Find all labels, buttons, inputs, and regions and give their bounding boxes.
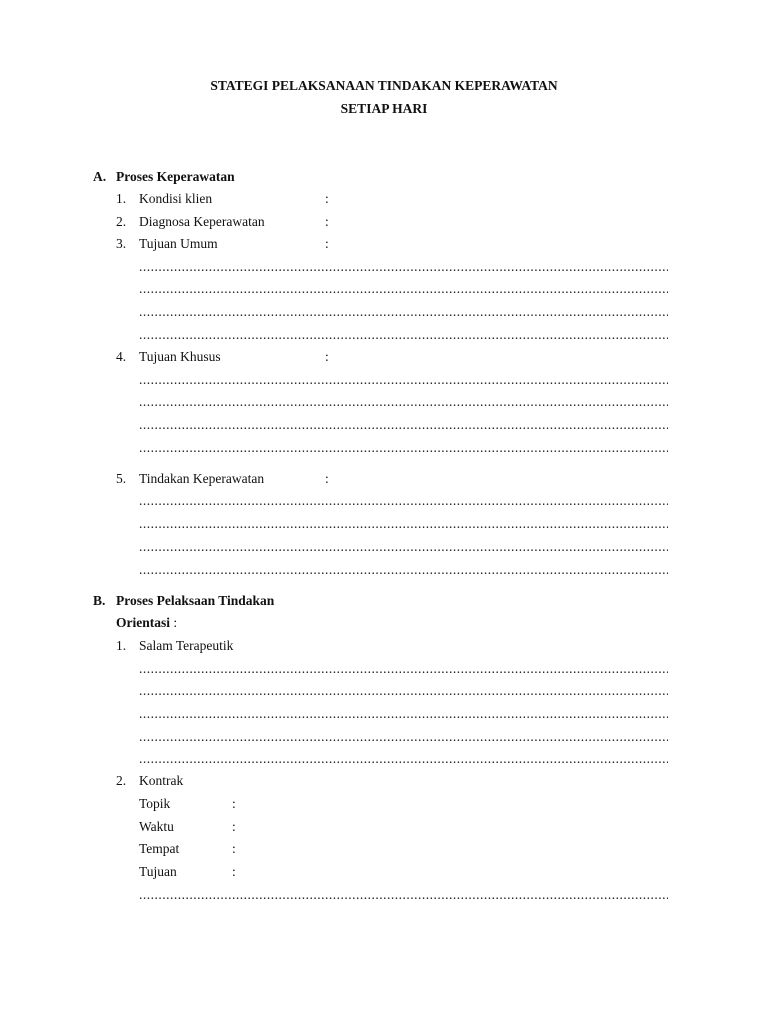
fill-line-tindakan-3[interactable] bbox=[139, 539, 668, 555]
section-a-letter: A. bbox=[93, 169, 107, 184]
item-a1-label: Kondisi klien bbox=[139, 191, 213, 206]
fill-line-tindakan-1[interactable] bbox=[139, 493, 668, 509]
section-b-heading: Proses Pelaksaan Tindakan bbox=[116, 593, 275, 608]
item-a2-number: 2. bbox=[116, 214, 127, 229]
item-a1-colon: : bbox=[325, 191, 329, 206]
orientasi-label: Orientasi bbox=[116, 615, 170, 630]
fill-line-salam-1[interactable] bbox=[139, 661, 668, 677]
fill-line-tujuan-umum-1[interactable] bbox=[139, 259, 668, 275]
orientasi-heading bbox=[116, 615, 177, 631]
fill-line-salam-3[interactable] bbox=[139, 706, 668, 722]
orientasi-colon: : bbox=[170, 615, 178, 630]
kontrak-topik-colon: : bbox=[232, 796, 236, 811]
item-a4-label: Tujuan Khusus bbox=[139, 349, 221, 364]
fill-line-tujuan-khusus-2[interactable] bbox=[139, 394, 668, 410]
item-b2-label: Kontrak bbox=[139, 773, 184, 788]
item-a3-label: Tujuan Umum bbox=[139, 236, 218, 251]
fill-line-tujuan-umum-4[interactable] bbox=[139, 327, 668, 343]
fill-line-tujuan-khusus-4[interactable] bbox=[139, 440, 668, 456]
fill-line-tindakan-2[interactable] bbox=[139, 516, 668, 532]
item-a2-label: Diagnosa Keperawatan bbox=[139, 214, 265, 229]
kontrak-tujuan-label: Tujuan bbox=[139, 864, 177, 879]
fill-line-salam-5[interactable] bbox=[139, 751, 668, 767]
item-b1-label: Salam Terapeutik bbox=[139, 638, 234, 653]
item-a4-colon: : bbox=[325, 349, 329, 364]
fill-line-tujuan-umum-3[interactable] bbox=[139, 304, 668, 320]
item-a4-number: 4. bbox=[116, 349, 127, 364]
item-b1-number: 1. bbox=[116, 638, 127, 653]
kontrak-topik-label: Topik bbox=[139, 796, 171, 811]
kontrak-tempat-colon: : bbox=[232, 841, 236, 856]
item-a2-colon: : bbox=[325, 214, 329, 229]
document-subtitle: SETIAP HARI bbox=[340, 101, 428, 116]
item-a5-label: Tindakan Keperawatan bbox=[139, 471, 265, 486]
item-a3-number: 3. bbox=[116, 236, 127, 251]
fill-line-salam-2[interactable] bbox=[139, 683, 668, 699]
section-a-heading: Proses Keperawatan bbox=[116, 169, 235, 184]
fill-line-kontrak-tujuan-1[interactable] bbox=[139, 887, 668, 903]
document-title: STATEGI PELAKSANAAN TINDAKAN KEPERAWATAN bbox=[210, 78, 558, 93]
fill-line-tujuan-umum-2[interactable] bbox=[139, 281, 668, 297]
item-b2-number: 2. bbox=[116, 773, 127, 788]
fill-line-tujuan-khusus-3[interactable] bbox=[139, 417, 668, 433]
kontrak-waktu-colon: : bbox=[232, 819, 236, 834]
kontrak-waktu-label: Waktu bbox=[139, 819, 174, 834]
item-a5-number: 5. bbox=[116, 471, 127, 486]
item-a5-colon: : bbox=[325, 471, 329, 486]
fill-line-salam-4[interactable] bbox=[139, 729, 668, 745]
item-a3-colon: : bbox=[325, 236, 329, 251]
item-a1-number: 1. bbox=[116, 191, 127, 206]
fill-line-tujuan-khusus-1[interactable] bbox=[139, 372, 668, 388]
kontrak-tempat-label: Tempat bbox=[139, 841, 180, 856]
section-b-letter: B. bbox=[93, 593, 106, 608]
kontrak-tujuan-colon: : bbox=[232, 864, 236, 879]
fill-line-tindakan-4[interactable] bbox=[139, 562, 668, 578]
